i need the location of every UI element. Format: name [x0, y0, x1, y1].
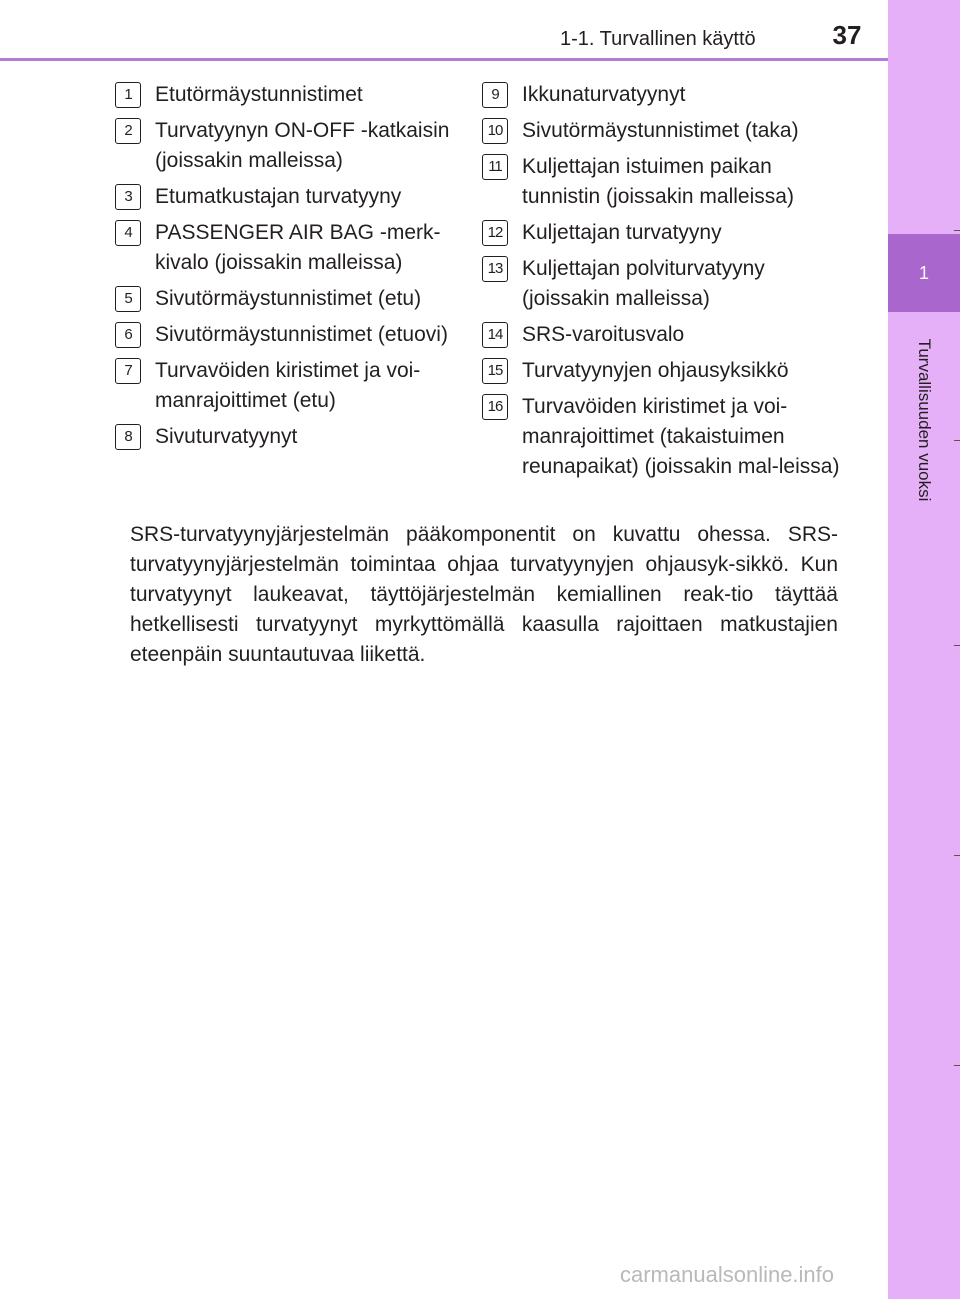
chapter-side-tab	[888, 0, 960, 1299]
watermark: carmanualsonline.info	[620, 1262, 835, 1287]
number-badge: 9	[482, 82, 508, 108]
list-item-label: Turvatyynyjen ohjausyksikkö	[522, 359, 789, 382]
list-item-label: Turvavöiden kiristimet ja voi-manrajoittimet (etu)	[155, 359, 421, 412]
list-item-label: Sivutörmäystunnistimet (etuovi)	[155, 323, 448, 346]
section-title: 1-1. Turvallinen käyttö	[560, 28, 756, 50]
list-item-label: Sivutörmäystunnistimet (etu)	[155, 287, 422, 310]
number-badge: 6	[115, 322, 141, 348]
list-item-label: Kuljettajan turvatyyny	[522, 221, 722, 244]
component-list-right	[482, 80, 842, 488]
chapter-number: 1	[888, 234, 960, 312]
list-item-label: Kuljettajan polviturvatyyny (joissakin malleissa)	[522, 257, 765, 310]
number-badge: 1	[115, 82, 141, 108]
tab-tick	[954, 230, 960, 231]
list-item	[482, 152, 842, 212]
number-badge: 4	[115, 220, 141, 246]
tab-tick	[954, 1065, 960, 1066]
number-badge: 13	[482, 256, 508, 282]
list-item-label: PASSENGER AIR BAG -merk-kivalo (joissakin malleissa)	[155, 221, 441, 274]
list-item	[115, 116, 475, 176]
list-item-label: Sivuturvatyynyt	[155, 425, 298, 448]
list-item	[115, 356, 475, 416]
number-badge: 7	[115, 358, 141, 384]
list-item	[482, 320, 842, 350]
number-badge: 2	[115, 118, 141, 144]
number-badge: 8	[115, 424, 141, 450]
list-item-label: Ikkunaturvatyynyt	[522, 83, 686, 106]
tab-tick	[954, 440, 960, 441]
page-number: 37	[832, 20, 862, 50]
number-badge: 16	[482, 394, 508, 420]
chapter-label: Turvallisuuden vuoksi	[915, 338, 934, 502]
number-badge: 11	[482, 154, 508, 180]
list-item	[482, 218, 842, 248]
list-item	[115, 284, 475, 314]
list-item-label: Etumatkustajan turvatyyny	[155, 185, 402, 208]
tab-tick	[954, 645, 960, 646]
list-item	[482, 116, 842, 146]
list-item-label: Etutörmäystunnistimet	[155, 83, 363, 106]
list-item	[115, 80, 475, 110]
list-item	[115, 422, 475, 452]
header-rule	[0, 58, 888, 61]
number-badge: 15	[482, 358, 508, 384]
list-item-label: Turvatyynyn ON-OFF -katkaisin (joissakin malleissa)	[155, 119, 450, 172]
tab-tick	[954, 855, 960, 856]
number-badge: 12	[482, 220, 508, 246]
list-item	[115, 182, 475, 212]
list-item-label: Turvavöiden kiristimet ja voi-manrajoittimet (takaistuimen reunapaikat) (joissakin mal-leissa)	[522, 395, 840, 478]
number-badge: 5	[115, 286, 141, 312]
number-badge: 14	[482, 322, 508, 348]
list-item	[115, 218, 475, 278]
number-badge: 3	[115, 184, 141, 210]
body-paragraph: SRS-turvatyynyjärjestelmän pääkomponentit on kuvattu ohessa. SRS-turvatyynyjärjestelmän toimintaa ohjaa turvatyynyjen ohjausyk-sikkö. Kun turvatyynyt laukeavat, täyttöjärjestelmän kemiallinen reak-tio täyttää hetkellisesti turvatyynyt myrkyttömällä kaasulla rajoittaen matkustajien eteenpäin suuntautuvaa liikettä.	[130, 523, 838, 666]
list-item	[482, 80, 842, 110]
list-item-label: SRS-varoitusvalo	[522, 323, 685, 346]
list-item	[482, 254, 842, 314]
list-item-label: Kuljettajan istuimen paikan tunnistin (joissakin malleissa)	[522, 155, 794, 208]
number-badge: 10	[482, 118, 508, 144]
list-item	[482, 356, 842, 386]
list-item-label: Sivutörmäystunnistimet (taka)	[522, 119, 799, 142]
component-list-left	[115, 80, 475, 458]
list-item	[115, 320, 475, 350]
list-item	[482, 392, 842, 482]
